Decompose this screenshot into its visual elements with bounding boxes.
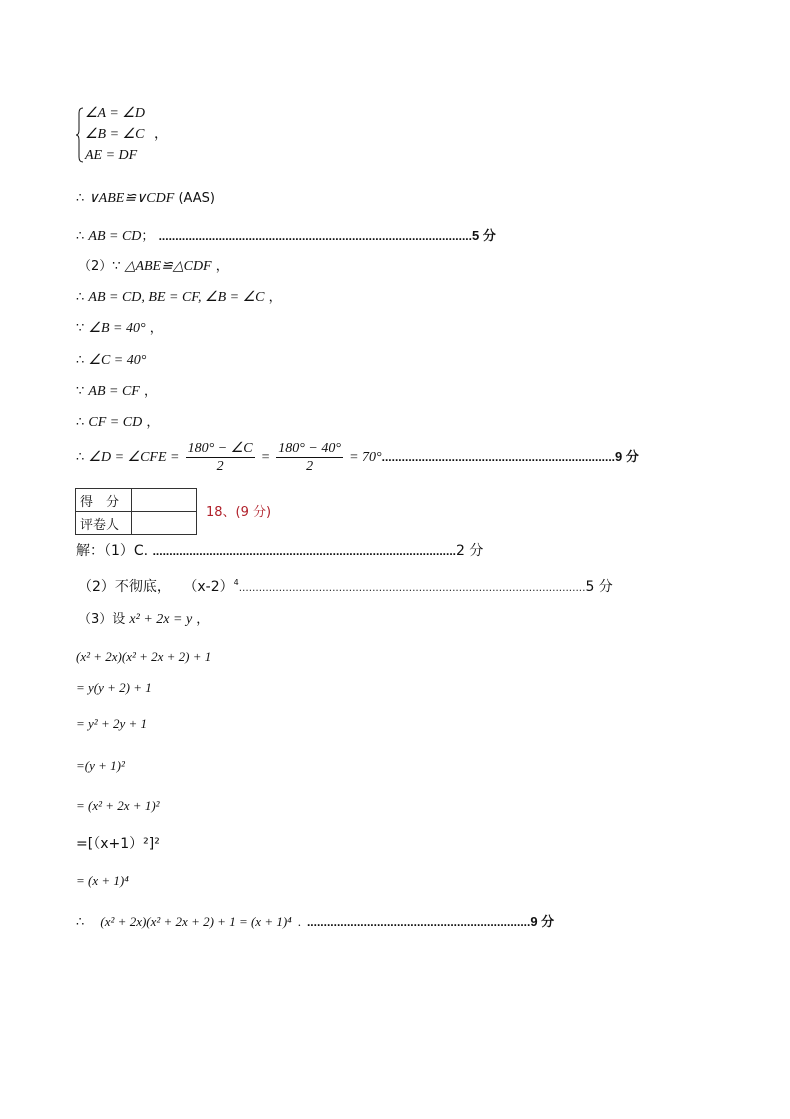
therefore-symbol: ∴ <box>76 914 85 929</box>
part2-text: △ABE≌△CDF <box>124 259 212 274</box>
step-4: =(y + 1)² <box>76 758 125 773</box>
angle-d-lhs: ∠D = ∠CFE = <box>88 450 180 465</box>
equalities-text: AB = CD, BE = CF, ∠B = ∠C <box>88 290 265 305</box>
equalities-line <box>76 289 282 306</box>
grader-cell <box>132 512 197 535</box>
ab-cd-text: AB = CD <box>88 229 142 244</box>
therefore-symbol: ∴ <box>76 414 85 429</box>
q18-part2-label: （2）不彻底， <box>78 579 171 595</box>
leader-dots: ........................................................................................................ <box>238 580 586 594</box>
step-2: = y(y + 2) + 1 <box>76 680 152 695</box>
system-eq2 <box>85 127 168 143</box>
cf-cd-text: CF = CD <box>88 415 143 430</box>
question-title: 18、(9 分) <box>206 505 272 520</box>
system-eq2-text: ∠B = ∠C <box>85 127 145 142</box>
grade-score-cell <box>132 489 197 512</box>
q18-part3-trail: ， <box>196 612 210 627</box>
part2-label: （2）∵ <box>78 259 121 274</box>
ab-cf-trail: ， <box>144 384 158 399</box>
step-5: = (x² + 2x + 1)² <box>76 798 160 813</box>
step-6: =[（x+1）²]² <box>76 836 160 852</box>
system-eq3: AE = DF <box>85 148 138 163</box>
q18-part1-label: 解：（1）C. <box>76 543 149 559</box>
angle-c-text: ∠C = 40° <box>88 353 147 368</box>
q18-part3-label: （3）设 <box>78 612 126 627</box>
score-label: 5 分 <box>585 579 613 595</box>
congruence-text: ∨ABE≌∨CDF <box>88 191 175 206</box>
grade-score-label: 得 分 <box>76 489 132 512</box>
therefore-symbol: ∴ <box>76 449 85 464</box>
angle-c-line <box>76 352 146 369</box>
fraction-1-numerator: 180° − ∠C <box>187 441 253 456</box>
fraction-2-numerator: 180° − 40° <box>278 441 341 456</box>
because-symbol: ∵ <box>76 320 85 335</box>
cf-cd-trail: ， <box>146 415 160 430</box>
score-label: 2 分 <box>456 543 484 559</box>
congruence-line <box>76 190 215 207</box>
system-trail: ， <box>153 127 168 142</box>
final-text: (x² + 2x)(x² + 2x + 2) + 1 = (x + 1)⁴ <box>100 914 292 929</box>
therefore-symbol: ∴ <box>76 228 85 243</box>
ab-cf-text: AB = CF <box>88 384 140 399</box>
leader-dots: .............................................................................................. <box>158 229 472 243</box>
therefore-symbol: ∴ <box>76 190 85 205</box>
system-brace <box>76 107 84 163</box>
step-1: (x² + 2x)(x² + 2x + 2) + 1 <box>76 649 212 664</box>
part2-trail: ， <box>215 259 229 274</box>
q18-part2-exponent: 4 <box>233 578 239 587</box>
score-label: 5 分 <box>471 228 496 243</box>
angle-d-result: = 70° <box>349 450 382 465</box>
cf-cd-line <box>76 414 159 431</box>
q18-part3-line <box>78 612 209 628</box>
final-trail: . <box>297 914 301 929</box>
part2-line <box>78 259 229 275</box>
equals-sign: = <box>260 450 271 465</box>
congruence-reason: (AAS) <box>178 191 215 206</box>
leader-dots: ...................................................................... <box>381 450 616 464</box>
q18-part2-expr: （x-2） <box>183 579 234 595</box>
grade-row-score <box>76 489 197 512</box>
therefore-symbol: ∴ <box>76 352 85 367</box>
angle-d-line <box>76 440 639 475</box>
q18-part3-expr: x² + 2x = y <box>129 612 193 627</box>
because-symbol: ∵ <box>76 383 85 398</box>
angle-b-text: ∠B = 40° <box>88 321 146 336</box>
ab-cd-sep: ； <box>141 229 155 244</box>
system-eq1: ∠A = ∠D <box>85 106 145 121</box>
ab-cd-line <box>76 228 496 245</box>
leader-dots: ........................................................................................... <box>152 544 456 558</box>
step-3: = y² + 2y + 1 <box>76 716 148 731</box>
grade-table <box>75 488 197 535</box>
grade-row-grader <box>76 512 197 535</box>
equalities-trail: ， <box>268 290 282 305</box>
leader-dots: ................................................................... <box>306 915 531 929</box>
angle-b-line <box>76 320 163 337</box>
score-label: 9 分 <box>530 914 555 929</box>
fraction-1 <box>186 440 255 475</box>
q18-part1-line <box>76 543 483 559</box>
q18-part2-line <box>78 575 613 595</box>
angle-b-trail: ， <box>149 321 163 336</box>
fraction-2 <box>276 440 343 475</box>
final-line <box>76 914 554 931</box>
fraction-1-denominator: 2 <box>216 459 224 474</box>
therefore-symbol: ∴ <box>76 289 85 304</box>
fraction-2-denominator: 2 <box>306 459 314 474</box>
ab-cf-line <box>76 383 157 400</box>
grader-label: 评卷人 <box>76 512 132 535</box>
step-7: = (x + 1)⁴ <box>76 873 129 888</box>
score-label: 9 分 <box>615 449 639 464</box>
